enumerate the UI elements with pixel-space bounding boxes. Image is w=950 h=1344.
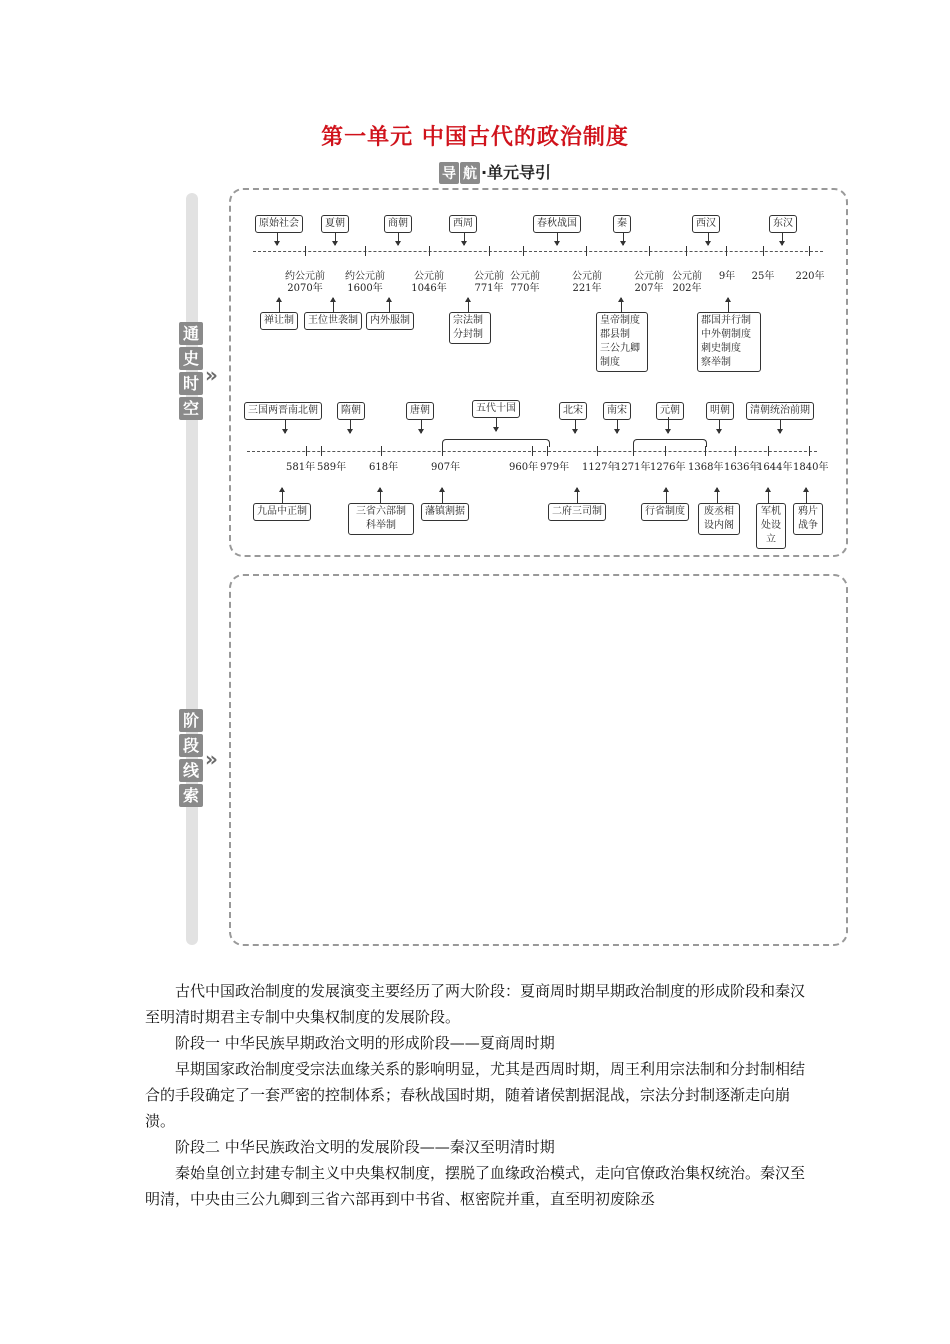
date-label: 约公元前 1600年 xyxy=(345,271,385,294)
arrow-up-icon xyxy=(717,488,718,503)
sidebar-label-history xyxy=(179,322,205,420)
date-label: 公元前 202年 xyxy=(672,271,702,294)
date-label: 581年 xyxy=(286,462,316,473)
axis-tick xyxy=(705,446,706,456)
label-char: 索 xyxy=(179,784,203,807)
system-box: 九品中正制 xyxy=(253,503,311,521)
arrow-down-icon xyxy=(496,417,497,431)
period-box: 明朝 xyxy=(706,402,734,420)
date-label: 公元前 771年 xyxy=(474,271,504,294)
system-box: 内外服制 xyxy=(366,312,414,330)
arrow-up-icon xyxy=(380,488,381,503)
date-label: 公元前 770年 xyxy=(510,271,540,294)
date-label: 1840年 xyxy=(793,462,829,473)
label-char: 线 xyxy=(179,759,203,782)
period-box: 南宋 xyxy=(603,402,631,420)
date-label: 589年 xyxy=(317,462,347,473)
period-brace xyxy=(442,439,550,447)
arrow-down-icon xyxy=(668,417,669,433)
sidebar-track xyxy=(186,193,198,945)
arrow-down-icon xyxy=(575,419,576,433)
period-brace xyxy=(633,439,707,447)
axis-tick xyxy=(442,446,443,456)
sidebar-label-stages xyxy=(179,709,205,807)
arrow-up-icon xyxy=(768,488,769,503)
guide-badge-2: 航 xyxy=(460,162,480,184)
axis-tick xyxy=(321,446,322,456)
date-label: 1636年 xyxy=(724,462,760,473)
period-box: 东汉 xyxy=(769,215,797,233)
label-char: 空 xyxy=(179,397,203,420)
label-char: 段 xyxy=(179,734,203,757)
guide-badge-1: 导 xyxy=(439,162,459,184)
period-box: 唐朝 xyxy=(406,402,434,420)
date-label: 1127年 xyxy=(582,462,618,473)
date-label: 1644年 xyxy=(757,462,793,473)
date-label: 907年 xyxy=(431,462,461,473)
date-label: 979年 xyxy=(540,462,570,473)
period-box: 商朝 xyxy=(384,215,412,233)
arrow-down-icon xyxy=(350,419,351,433)
stages-panel xyxy=(229,574,848,946)
system-box: 鸦片 战争 xyxy=(793,503,823,535)
period-box: 元朝 xyxy=(656,402,684,420)
arrow-up-icon xyxy=(666,488,667,503)
section-guide xyxy=(0,160,950,184)
axis-tick xyxy=(306,446,307,456)
paragraph: 古代中国政治制度的发展演变主要经历了两大阶段：夏商周时期早期政治制度的形成阶段和秦汉至明清时期君主专制中央集权制度的发展阶段。 xyxy=(145,982,806,1026)
period-box: 北宋 xyxy=(559,402,587,420)
axis-tick xyxy=(532,446,533,456)
chevron-right-icon: » xyxy=(205,747,218,771)
axis-tick xyxy=(768,446,769,456)
arrow-up-icon xyxy=(806,488,807,503)
paragraph: 早期国家政治制度受宗法血缘关系的影响明显，尤其是西周时期，周王利用宗法制和分封制相结合的手段确定了一套严密的控制体系；春秋战国时期，随着诸侯割据混战，宗法分封制逐渐走向崩溃。 xyxy=(145,1060,806,1130)
axis-tick xyxy=(381,446,382,456)
period-box: 五代十国 xyxy=(472,400,520,418)
arrow-down-icon xyxy=(617,419,618,433)
date-label: 1276年 xyxy=(650,462,686,473)
arrow-down-icon xyxy=(421,419,422,433)
period-box: 西汉 xyxy=(692,215,720,233)
system-box: 禅让制 xyxy=(260,312,298,330)
date-label: 约公元前 2070年 xyxy=(285,271,325,294)
label-char: 通 xyxy=(179,322,203,345)
axis-tick xyxy=(547,446,548,456)
stage-heading: 阶段二 中华民族政治文明的发展阶段——秦汉至明清时期 xyxy=(175,1138,555,1156)
chevron-right-icon: » xyxy=(205,363,218,387)
system-box: 二府三司制 xyxy=(548,503,606,521)
system-box: 藩镇割据 xyxy=(421,503,469,521)
timeline-2 xyxy=(231,190,846,555)
stage-heading: 阶段一 中华民族早期政治文明的形成阶段——夏商周时期 xyxy=(175,1034,555,1052)
page-title: 第一单元 中国古代的政治制度 xyxy=(321,125,629,150)
date-label: 公元前 1046年 xyxy=(411,271,447,294)
system-box: 废丞相 设内阁 xyxy=(698,503,740,535)
label-char: 阶 xyxy=(179,709,203,732)
system-box: 王位世袭制 xyxy=(304,312,362,330)
system-box: 三省六部制 科举制 xyxy=(348,503,414,535)
arrow-down-icon xyxy=(780,419,781,433)
date-label: 公元前 207年 xyxy=(634,271,664,294)
arrow-up-icon xyxy=(282,488,283,503)
period-box: 西周 xyxy=(449,215,477,233)
axis-tick xyxy=(809,446,810,456)
system-box: 皇帝制度 郡县制 三公九卿 制度 xyxy=(596,312,648,372)
axis-tick xyxy=(665,446,666,456)
period-box: 隋朝 xyxy=(337,402,365,420)
period-box: 原始社会 xyxy=(255,215,303,233)
axis-tick xyxy=(597,446,598,456)
system-box: 军机 处设 立 xyxy=(756,503,786,549)
paragraph: 秦始皇创立封建专制主义中央集权制度，摆脱了血缘政治模式，走向官僚政治集权统治。秦汉至明清，中央由三公九卿到三省六部再到中书省、枢密院并重，直至明初废除丞 xyxy=(145,1164,806,1208)
timeline-panel xyxy=(229,188,848,557)
axis-tick xyxy=(735,446,736,456)
body-text xyxy=(145,978,807,1212)
axis-tick xyxy=(633,446,634,456)
date-label: 1368年 xyxy=(688,462,724,473)
date-label: 9年 xyxy=(718,271,736,282)
date-label: 公元前 221年 xyxy=(572,271,602,294)
date-label: 220年 xyxy=(795,271,825,282)
date-label: 25年 xyxy=(751,271,775,282)
system-box: 宗法制 分封制 xyxy=(449,312,491,344)
guide-text: ·单元导引 xyxy=(480,163,552,182)
period-box: 清朝统治前期 xyxy=(746,402,814,420)
label-char: 时 xyxy=(179,372,203,395)
date-label: 960年 xyxy=(509,462,539,473)
date-label: 618年 xyxy=(369,462,399,473)
arrow-up-icon xyxy=(442,488,443,503)
arrow-up-icon xyxy=(577,488,578,503)
period-box: 秦 xyxy=(613,215,631,233)
period-box: 夏朝 xyxy=(321,215,349,233)
label-char: 史 xyxy=(179,347,203,370)
arrow-down-icon xyxy=(285,419,286,433)
system-box: 行省制度 xyxy=(641,503,689,521)
period-box: 春秋战国 xyxy=(533,215,581,233)
arrow-down-icon xyxy=(719,419,720,433)
system-box: 郡国并行制 中外朝制度 刺史制度 察举制 xyxy=(697,312,761,372)
period-box: 三国两晋南北朝 xyxy=(244,402,322,420)
date-label: 1271年 xyxy=(615,462,651,473)
